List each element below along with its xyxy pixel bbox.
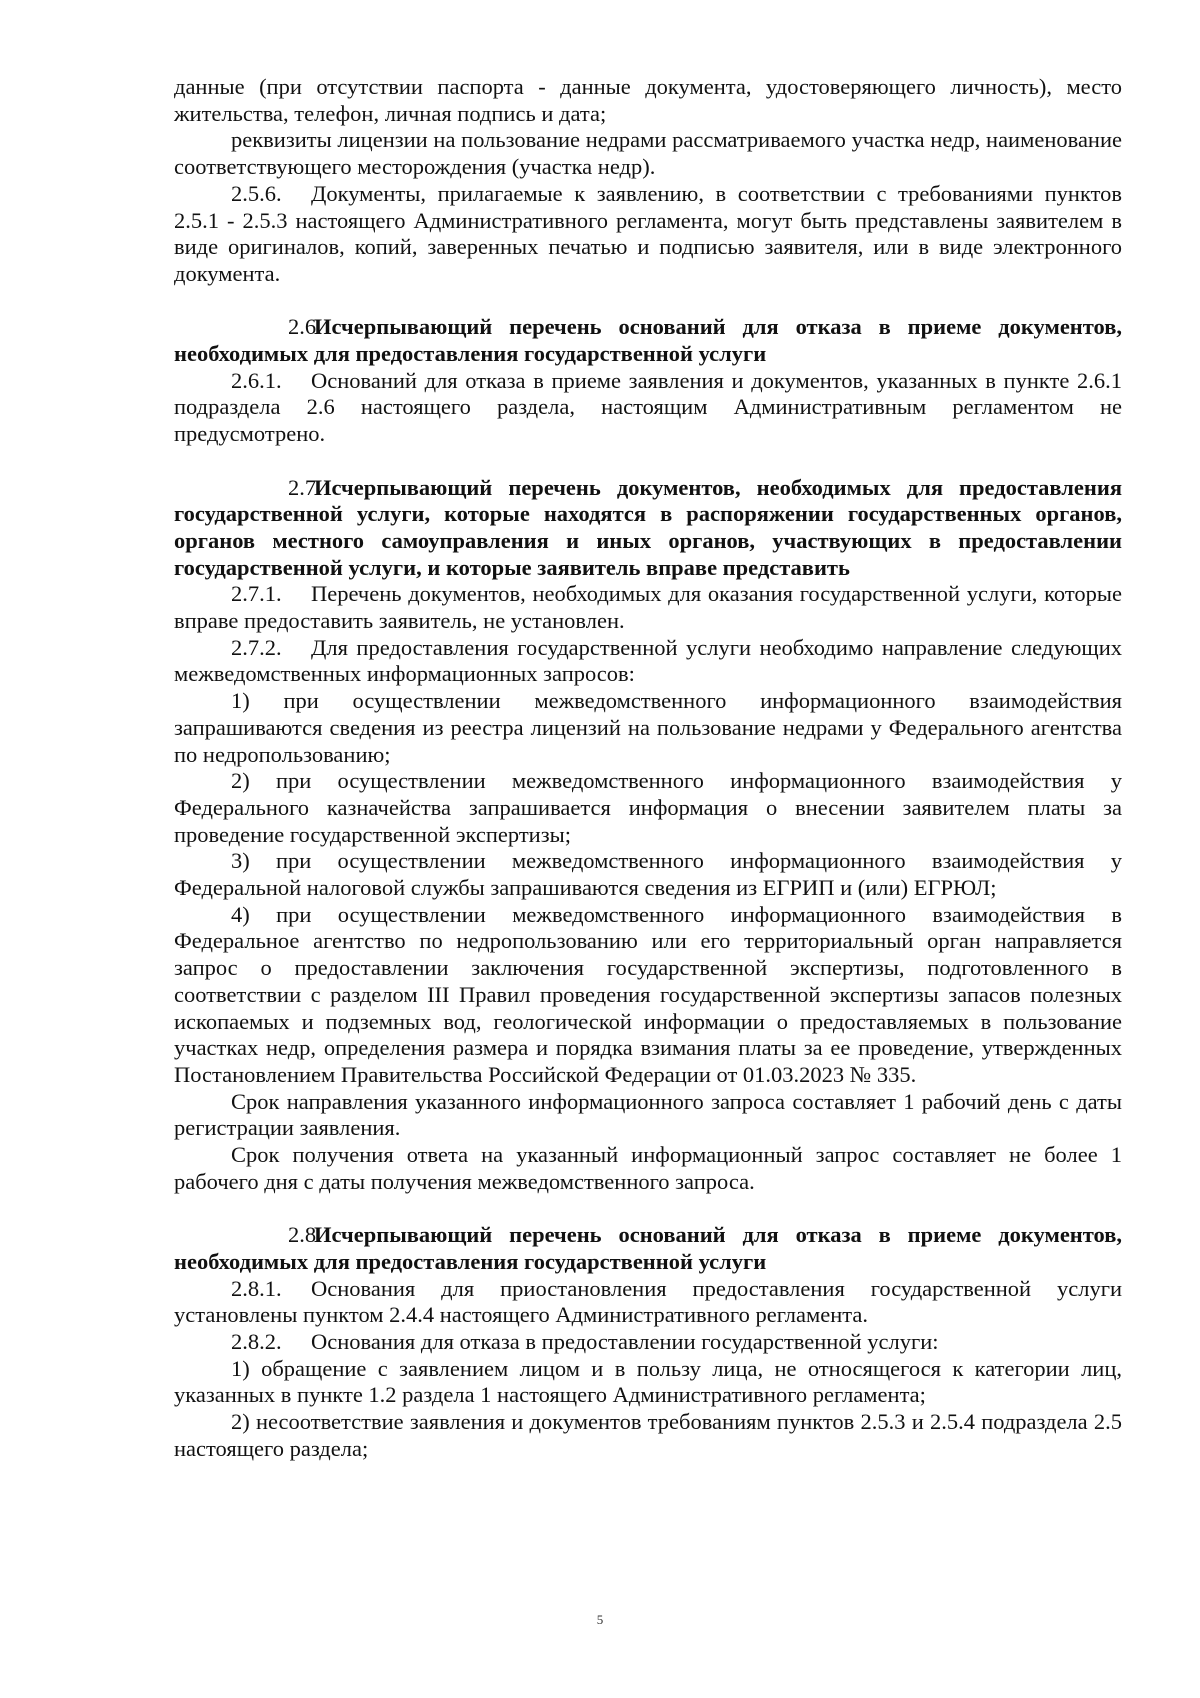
list-item-2-8-2-1: 1) обращение с заявлением лицом и в пользу лица, не относящегося к категории лиц, указанных в пункте 1.2 раздела 1 настоящего Административного регламента;	[174, 1355, 1122, 1408]
spacer	[174, 448, 1122, 475]
section-number: 2.6.	[288, 314, 322, 340]
page-number: 5	[596, 1612, 604, 1627]
paragraph-number: 2.6.1.	[231, 367, 282, 393]
section-heading-2-8: 2.8.Исчерпывающий перечень оснований для отказа в приеме документов, необходимых для предоставления государственной услуги	[174, 1222, 1122, 1274]
paragraph-response-deadline: Срок получения ответа на указанный информационный запрос составляет не более 1 рабочего дня с даты получения межведомственного запроса.	[174, 1142, 1122, 1194]
list-item-2-7-2-1: 1) при осуществлении межведомственного информационного взаимодействия запрашиваются сведения из реестра лицензий на пользование недрами у Федерального агентства по недропользованию;	[174, 688, 1122, 767]
paragraph-2-5-6: 2.5.6. Документы, прилагаемые к заявлению, в соответствии с требованиями пунктов 2.5.1 - 2.5.3 настоящего Административного регламента, могут быть представлены заявителем в виде оригиналов, копий, заверенных печатью и подписью заявителя, или в виде электронного документа.	[174, 180, 1122, 286]
paragraph-2-8-2: 2.8.2. Основания для отказа в предоставлении государственной услуги:	[231, 1329, 939, 1354]
paragraph-number: 2.8.2.	[231, 1329, 282, 1354]
paragraph-2-6-1: 2.6.1. Оснований для отказа в приеме заявления и документов, указанных в пункте 2.6.1 подраздела 2.6 настоящего раздела, настоящим Административным регламентом не предусмотрено.	[174, 367, 1122, 447]
list-item-2-7-2-4: 4) при осуществлении межведомственного информационного взаимодействия в Федеральное агентство по недропользованию или его территориальный орган направляется запрос о предоставлении заключения государственной экспертизы, подготовленного в соответствии с разделом III Правил проведения государственной экспертизы запасов полезных ископаемых и подземных вод, геологической информации о предоставляемых в пользование участках недр, определения размера и порядка взимания платы за ее проведение, утвержденных Постановлением Правительства Российской Федерации от 01.03.2023 № 335.	[174, 901, 1122, 1087]
section-number: 2.8.	[288, 1222, 322, 1248]
paragraph-2-8-1: 2.8.1. Основания для приостановления предоставления государственной услуги установлены пунктом 2.4.4 настоящего Административного регламента.	[174, 1275, 1122, 1328]
paragraph-request-deadline: Срок направления указанного информационного запроса составляет 1 рабочий день с даты регистрации заявления.	[174, 1088, 1122, 1141]
paragraph-2-7-1: 2.7.1. Перечень документов, необходимых для оказания государственной услуги, которые вправе предоставить заявитель, не установлен.	[174, 581, 1122, 634]
paragraph-2-7-2: 2.7.2. Для предоставления государственной услуги необходимо направление следующих межведомственных информационных запросов:	[174, 634, 1122, 687]
paragraph-number: 2.7.1.	[231, 581, 282, 607]
paragraph-number: 2.8.1.	[231, 1275, 282, 1301]
list-item-2-7-2-2: 2) при осуществлении межведомственного информационного взаимодействия у Федерального казначейства запрашивается информация о внесении заявителем платы за проведение государственной экспертизы;	[174, 768, 1122, 847]
list-item-2-8-2-2: 2) несоответствие заявления и документов требованиям пунктов 2.5.3 и 2.5.4 подраздела 2.5 настоящего раздела;	[174, 1409, 1122, 1461]
spacer	[174, 288, 1122, 315]
document-page	[174, 74, 1122, 1463]
spacer	[174, 1196, 1122, 1223]
section-heading-2-7: 2.7.Исчерпывающий перечень документов, необходимых для предоставления государственной услуги, которые находятся в распоряжении государственных органов, органов местного самоуправления и иных органов, участвующих в предоставлении государственной услуги, и которые заявитель вправе представить	[174, 474, 1122, 580]
list-item-2-7-2-3: 3) при осуществлении межведомственного информационного взаимодействия у Федеральной налоговой службы запрашиваются сведения из ЕГРИП и (или) ЕГРЮЛ;	[174, 848, 1122, 901]
paragraph-passport-data: данные (при отсутствии паспорта - данные документа, удостоверяющего личность), место жительства, телефон, личная подпись и дата;	[174, 74, 1122, 126]
section-heading-2-6: 2.6.Исчерпывающий перечень оснований для отказа в приеме документов, необходимых для предоставления государственной услуги	[174, 314, 1122, 367]
paragraph-license-details: реквизиты лицензии на пользование недрами рассматриваемого участка недр, наименование соответствующего месторождения (участка недр).	[174, 127, 1122, 180]
paragraph-number: 2.5.6.	[231, 180, 282, 206]
paragraph-number: 2.7.2.	[231, 634, 282, 660]
section-number: 2.7.	[288, 474, 322, 500]
